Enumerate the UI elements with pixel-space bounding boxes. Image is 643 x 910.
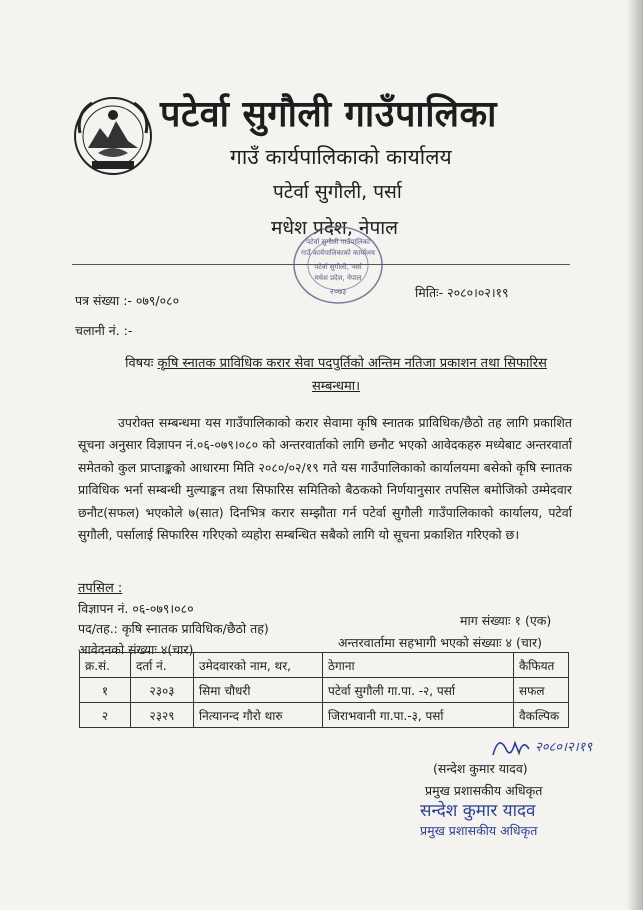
- nepal-emblem-icon: [70, 93, 156, 179]
- address-line-1: पटेर्वा सुगौली, पर्सा: [273, 181, 402, 203]
- cell-candidate-name: नित्यानन्द गौरो थारु: [194, 703, 323, 728]
- applicant-count: आवेदनको संख्याः ४(चार): [78, 642, 194, 657]
- office-name: गाउँ कार्यपालिकाको कार्यालय: [230, 145, 452, 169]
- stamp-text-2: गाउँ कार्यपालिकाको कार्यालय: [301, 249, 375, 257]
- header-remarks: कैफियत: [514, 653, 569, 678]
- subject: [96, 352, 576, 398]
- cell-serial: १: [80, 678, 131, 703]
- cell-remarks: वैकल्पिक: [514, 703, 569, 728]
- header-candidate-name: उमेदवारको नाम, थर,: [194, 653, 323, 678]
- signatory-stamp-name: सन्देश कुमार यादव: [420, 801, 536, 821]
- header-address: ठेगाना: [323, 653, 514, 678]
- subject-text-line2: सम्बन्धमा।: [311, 379, 361, 394]
- table-row: [80, 678, 569, 703]
- cell-registration: २३०३: [131, 678, 194, 703]
- org-title: पटेर्वा सुगौली गाउँपालिका: [160, 94, 497, 135]
- cell-candidate-name: सिमा चौधरी: [194, 678, 323, 703]
- address-line-2: मधेश प्रदेश, नेपाल: [271, 217, 399, 239]
- signatory-stamp-title: प्रमुख प्रशासकीय अधिकृत: [420, 823, 538, 838]
- office-stamp: [290, 222, 386, 308]
- post-level: पद/तह.: कृषि स्नातक प्राविधिक/छैठो तह): [78, 621, 269, 636]
- table-header-row: [80, 653, 569, 678]
- signature-date: २०८०।२।१९: [535, 740, 593, 755]
- subject-text-line1: कृषि स्नातक प्राविधिक करार सेवा पदपुर्तिको अन्तिम नतिजा प्रकाशन तथा सिफारिस: [157, 356, 547, 371]
- cell-registration: २३२९: [131, 703, 194, 728]
- scan-edge-shadow: [627, 0, 643, 910]
- stamp-text-1: पटेर्वा सुगौली गाउँपालिका: [306, 238, 370, 246]
- header-serial: क्र.सं.: [80, 653, 131, 678]
- header-registration: दर्ता नं.: [131, 653, 194, 678]
- details-label: तपसिल :: [78, 581, 123, 596]
- letter-date: मितिः- २०८०।०२।१९: [415, 285, 509, 300]
- signatory-title: प्रमुख प्रशासकीय अधिकृत: [425, 783, 543, 798]
- participant-count: अन्तरवार्तामा सहभागी भएको संख्याः ४ (चार): [338, 635, 543, 650]
- stamp-year: २०७३: [329, 287, 347, 296]
- table-row: [80, 703, 569, 728]
- signatory-name: (सन्देश कुमार यादव): [433, 761, 528, 776]
- cell-address: पटेर्वा सुगौली गा.पा. -२, पर्सा: [323, 678, 514, 703]
- dispatch-number: चलानी नं. :-: [75, 323, 133, 338]
- subject-label: विषयः: [125, 356, 154, 371]
- demand-count: माग संख्याः १ (एक): [460, 613, 552, 628]
- cell-address: जिराभवानी गा.पा.-३, पर्सा: [323, 703, 514, 728]
- cell-remarks: सफल: [514, 678, 569, 703]
- body-paragraph: उपरोक्त सम्बन्धमा यस गाउँपालिकाको करार सेवामा कृषि स्नातक प्राविधिक/छैठो तह लागि प्रकाशित सूचना अनुसार विज्ञापन नं.०६-०७९।०८० को अन्तरवार्ताको लागि छनौट भएको आवेदकहरु मध्येबाट अन्तरवार्ता समेतको कुल प्राप्ताङ्कको आधारमा मिति २०८०/०२/१९ गते यस गाउँपालिकाको कार्यालयमा बसेको कृषि स्नातक प्राविधिक भर्ना सम्बन्धी मुल्याङ्कन तथा सिफारिस समितिको बैठकको निर्णयानुसार तपसिल बमोजिको उम्मेदवार छनौट(सफल) भएकोले ७(सात) दिनभित्र करार सम्झौता गर्न पटेर्वा सुगौली गाउँपालिकाको कार्यालय, पटेर्वा सुगौली, पर्सालाई सिफारिस गरिएको व्यहोरा सम्बन्धित सबैको लागि यो सूचना प्रकाशित गरिएको छ।: [78, 415, 572, 543]
- stamp-text-3: पटेर्वा सुगौली, पर्सा: [314, 263, 362, 271]
- candidates-table: [79, 652, 569, 728]
- cell-serial: २: [80, 703, 131, 728]
- notice-number: विज्ञापन नं. ०६-०७९।०८०: [78, 601, 194, 616]
- reference-number: पत्र संख्या :- ०७९/०८०: [75, 293, 180, 308]
- stamp-text-4: मधेश प्रदेश, नेपाल: [314, 274, 362, 282]
- handwritten-signature: [485, 725, 610, 763]
